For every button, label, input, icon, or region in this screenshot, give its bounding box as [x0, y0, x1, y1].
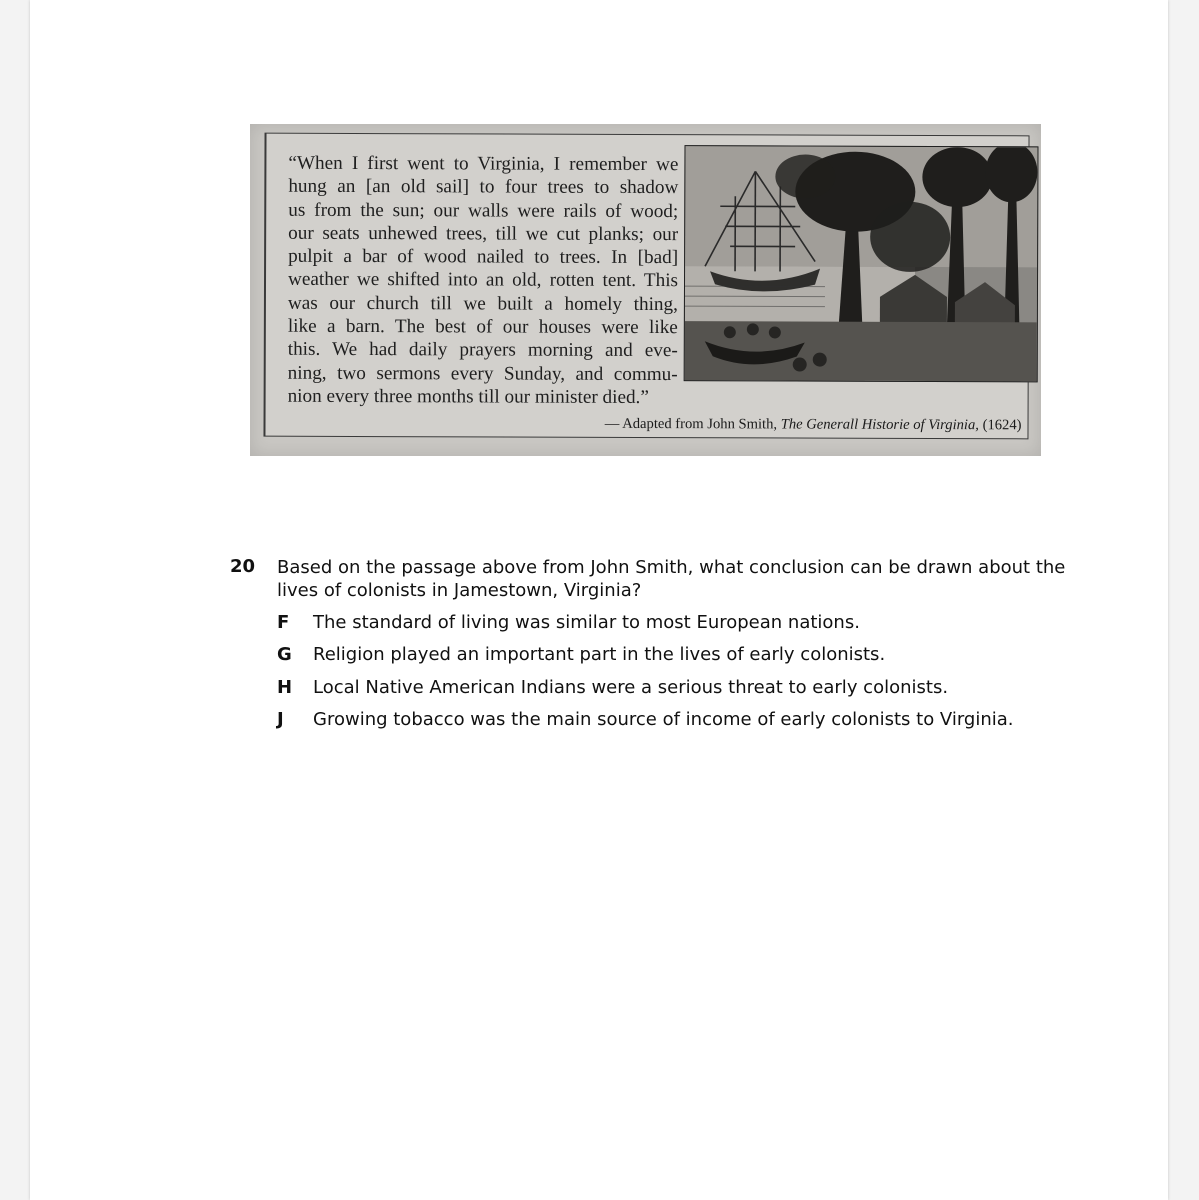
- attribution-prefix: — Adapted from John Smith,: [604, 415, 781, 433]
- quote-line: like a barn. The best of our houses were like: [287, 315, 678, 339]
- choice-text: Growing tobacco was the main source of income of early colonists to Virginia.: [313, 709, 1014, 730]
- choice-text: Local Native American Indians were a serious threat to early colonists.: [313, 677, 949, 698]
- quote-line: weather we shifted into an old, rotten tent. This: [287, 269, 679, 292]
- choice-letter: H: [277, 677, 293, 698]
- attribution-year: (1624): [978, 417, 1022, 434]
- answer-choice-f[interactable]: [277, 611, 860, 634]
- choice-letter: F: [277, 612, 290, 633]
- quote-line: us from the sun; our walls were rails of wood;: [288, 199, 679, 222]
- choice-text: The standard of living was similar to most European nations.: [313, 612, 860, 633]
- quote-line: pulpit a bar of wood nailed to trees. In [bad]: [288, 245, 679, 269]
- quote-line: ning, two sermons every Sunday, and commu-: [287, 362, 678, 385]
- document-page: [30, 0, 1168, 1200]
- quote-line: nion every three months till our minister died.”: [287, 385, 649, 408]
- quote-line: this. We had daily prayers morning and eve-: [287, 339, 678, 362]
- attribution-title: The Generall Historie of Virginia,: [780, 416, 979, 434]
- quote-line: “When I first went to Virginia, I remember we: [288, 152, 679, 176]
- question-number: 20: [230, 556, 256, 577]
- quote-line: was our church till we built a homely thing,: [287, 292, 678, 315]
- passage-attribution: [605, 416, 1022, 434]
- choice-letter: G: [277, 644, 292, 665]
- question-stem: Based on the passage above from John Smith, what conclusion can be drawn about the lives of colonists in Jamestown, Virginia?: [277, 557, 1066, 601]
- choice-text: Religion played an important part in the lives of early colonists.: [313, 644, 886, 665]
- passage-frame: [263, 133, 1029, 440]
- passage-photo: [250, 124, 1041, 456]
- answer-choice-j[interactable]: [277, 708, 1014, 731]
- jamestown-engraving-image: [684, 145, 1039, 382]
- quote-line: hung an [an old sail] to four trees to shadow: [288, 176, 679, 199]
- answer-choice-h[interactable]: [277, 676, 948, 699]
- passage-quote: [288, 152, 679, 410]
- answer-choice-g[interactable]: [277, 643, 885, 666]
- quote-line: our seats unhewed trees, till we cut planks; our: [288, 222, 679, 246]
- choice-letter: J: [277, 709, 284, 730]
